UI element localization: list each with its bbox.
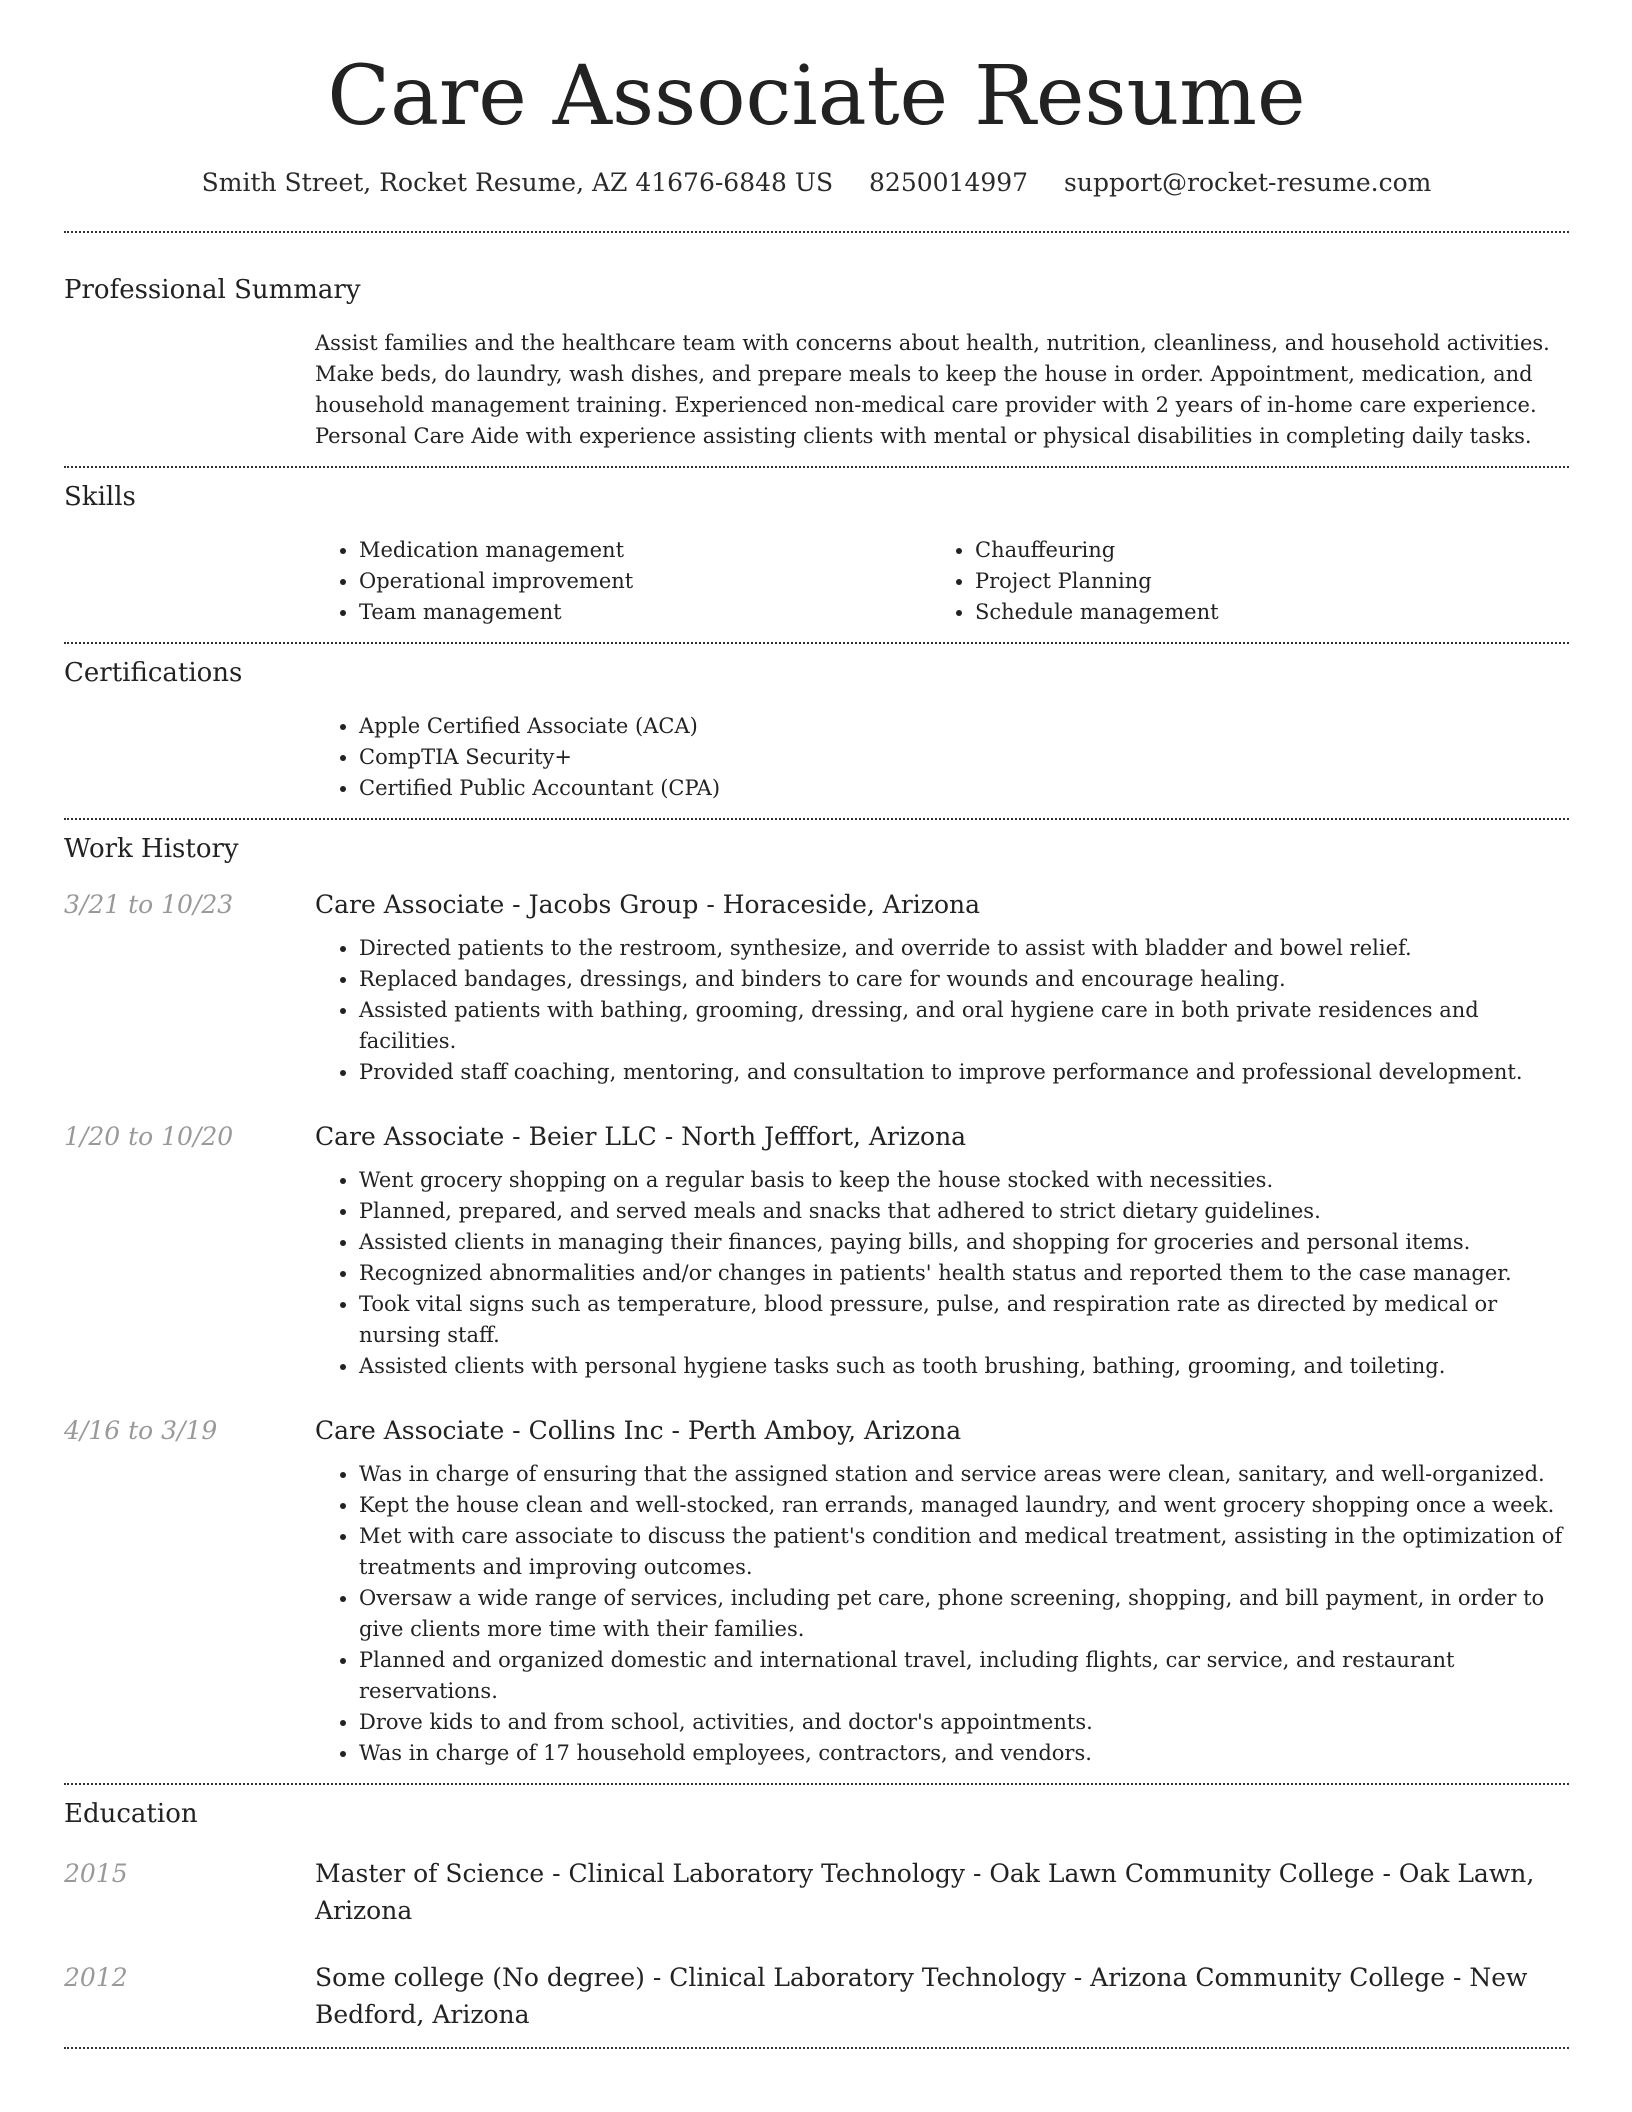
skills-column-left: [315, 535, 931, 628]
job-header: [64, 1416, 1569, 1445]
work-history-heading: Work History: [64, 834, 239, 864]
skills-section: [64, 482, 1569, 628]
skill-item: • Medication management: [359, 535, 931, 566]
page-title: Care Associate Resume: [327, 49, 1306, 144]
education-entry: [64, 1855, 1569, 1929]
divider: [64, 2047, 1569, 2049]
certifications-heading: Certifications: [64, 658, 243, 688]
job-bullets: [315, 1165, 1569, 1382]
resume-page: [64, 0, 1569, 2049]
job-bullet: • Was in charge of 17 household employees, contractors, and vendors.: [359, 1738, 1569, 1769]
job-bullet: • Assisted clients in managing their finances, paying bills, and shopping for groceries and personal items.: [359, 1227, 1569, 1258]
education-entry: [64, 1959, 1569, 2033]
certifications-list: [315, 711, 1569, 804]
job-bullet: • Took vital signs such as temperature, blood pressure, pulse, and respiration rate as directed by medical or nursing staff.: [359, 1289, 1569, 1351]
job-entry: [64, 1122, 1569, 1382]
job-header: [64, 890, 1569, 919]
job-entry: [64, 890, 1569, 1088]
education-year: 2012: [64, 1963, 128, 1992]
skill-item: • Schedule management: [975, 597, 1547, 628]
work-history-section: [64, 834, 1569, 1769]
skill-item: • Operational improvement: [359, 566, 931, 597]
divider: [64, 231, 1569, 233]
job-bullet: • Recognized abnormalities and/or changes in patients' health status and reported them to the case manager.: [359, 1258, 1569, 1289]
skills-list: [315, 535, 1569, 628]
education-heading: Education: [64, 1799, 198, 1829]
job-title: Care Associate - Jacobs Group - Horaceside, Arizona: [315, 890, 981, 919]
job-bullet: • Planned and organized domestic and international travel, including flights, car service, and restaurant reservations.: [359, 1645, 1569, 1707]
summary-section: [64, 275, 1569, 452]
job-dates: 4/16 to 3/19: [64, 1416, 218, 1445]
certifications-section: [64, 658, 1569, 804]
divider: [64, 642, 1569, 644]
contact-email: support@rocket-resume.com: [1064, 168, 1432, 197]
job-bullet: • Replaced bandages, dressings, and binders to care for wounds and encourage healing.: [359, 964, 1569, 995]
job-title: Care Associate - Collins Inc - Perth Amboy, Arizona: [315, 1416, 962, 1445]
job-title: Care Associate - Beier LLC - North Jefffort, Arizona: [315, 1122, 967, 1151]
contact-line: [64, 168, 1569, 197]
job-bullet: • Went grocery shopping on a regular basis to keep the house stocked with necessities.: [359, 1165, 1569, 1196]
job-header: [64, 1122, 1569, 1151]
job-bullet: • Oversaw a wide range of services, including pet care, phone screening, shopping, and bill payment, in order to give clients more time with their families.: [359, 1583, 1569, 1645]
education-title: Some college (No degree) - Clinical Laboratory Technology - Arizona Community College - New Bedford, Arizona: [315, 1963, 1528, 2029]
job-bullet: • Assisted clients with personal hygiene tasks such as tooth brushing, bathing, grooming, and toileting.: [359, 1351, 1569, 1382]
job-bullet: • Was in charge of ensuring that the assigned station and service areas were clean, sanitary, and well-organized.: [359, 1459, 1569, 1490]
education-section: [64, 1799, 1569, 2033]
education-year: 2015: [64, 1859, 128, 1888]
certification-item: • Certified Public Accountant (CPA): [359, 773, 1569, 804]
job-dates: 1/20 to 10/20: [64, 1122, 234, 1151]
divider: [64, 1783, 1569, 1785]
divider: [64, 818, 1569, 820]
skills-heading: Skills: [64, 482, 136, 512]
job-bullets: [315, 933, 1569, 1088]
summary-text: Assist families and the healthcare team with concerns about health, nutrition, cleanliness, and household activities. Make beds, do laundry, wash dishes, and prepare meals to keep the house in order. Appointment, medication, and household management training. Experienced non-medical care provider with 2 years of in-home care experience. Personal Care Aide with experience assisting clients with mental or physical disabilities in completing daily tasks.: [315, 331, 1550, 448]
job-bullet: • Directed patients to the restroom, synthesize, and override to assist with bladder and bowel relief.: [359, 933, 1569, 964]
certification-item: • Apple Certified Associate (ACA): [359, 711, 1569, 742]
skill-item: • Chauffeuring: [975, 535, 1547, 566]
certification-item: • CompTIA Security+: [359, 742, 1569, 773]
job-bullets: [315, 1459, 1569, 1769]
divider: [64, 466, 1569, 468]
job-bullet: • Planned, prepared, and served meals and snacks that adhered to strict dietary guidelines.: [359, 1196, 1569, 1227]
skill-item: • Team management: [359, 597, 931, 628]
job-dates: 3/21 to 10/23: [64, 890, 234, 919]
skill-item: • Project Planning: [975, 566, 1547, 597]
job-entry: [64, 1416, 1569, 1769]
contact-phone: 8250014997: [869, 168, 1029, 197]
summary-heading: Professional Summary: [64, 275, 361, 305]
skills-column-right: [931, 535, 1547, 628]
contact-address: Smith Street, Rocket Resume, AZ 41676-6848 US: [201, 168, 834, 197]
education-title: Master of Science - Clinical Laboratory Technology - Oak Lawn Community College - Oak Lawn, Arizona: [315, 1859, 1535, 1925]
job-bullet: • Met with care associate to discuss the patient's condition and medical treatment, assisting in the optimization of treatments and improving outcomes.: [359, 1521, 1569, 1583]
job-bullet: • Assisted patients with bathing, grooming, dressing, and oral hygiene care in both private residences and facilities.: [359, 995, 1569, 1057]
job-bullet: • Drove kids to and from school, activities, and doctor's appointments.: [359, 1707, 1569, 1738]
job-bullet: • Kept the house clean and well-stocked, ran errands, managed laundry, and went grocery shopping once a week.: [359, 1490, 1569, 1521]
job-bullet: • Provided staff coaching, mentoring, and consultation to improve performance and professional development.: [359, 1057, 1569, 1088]
